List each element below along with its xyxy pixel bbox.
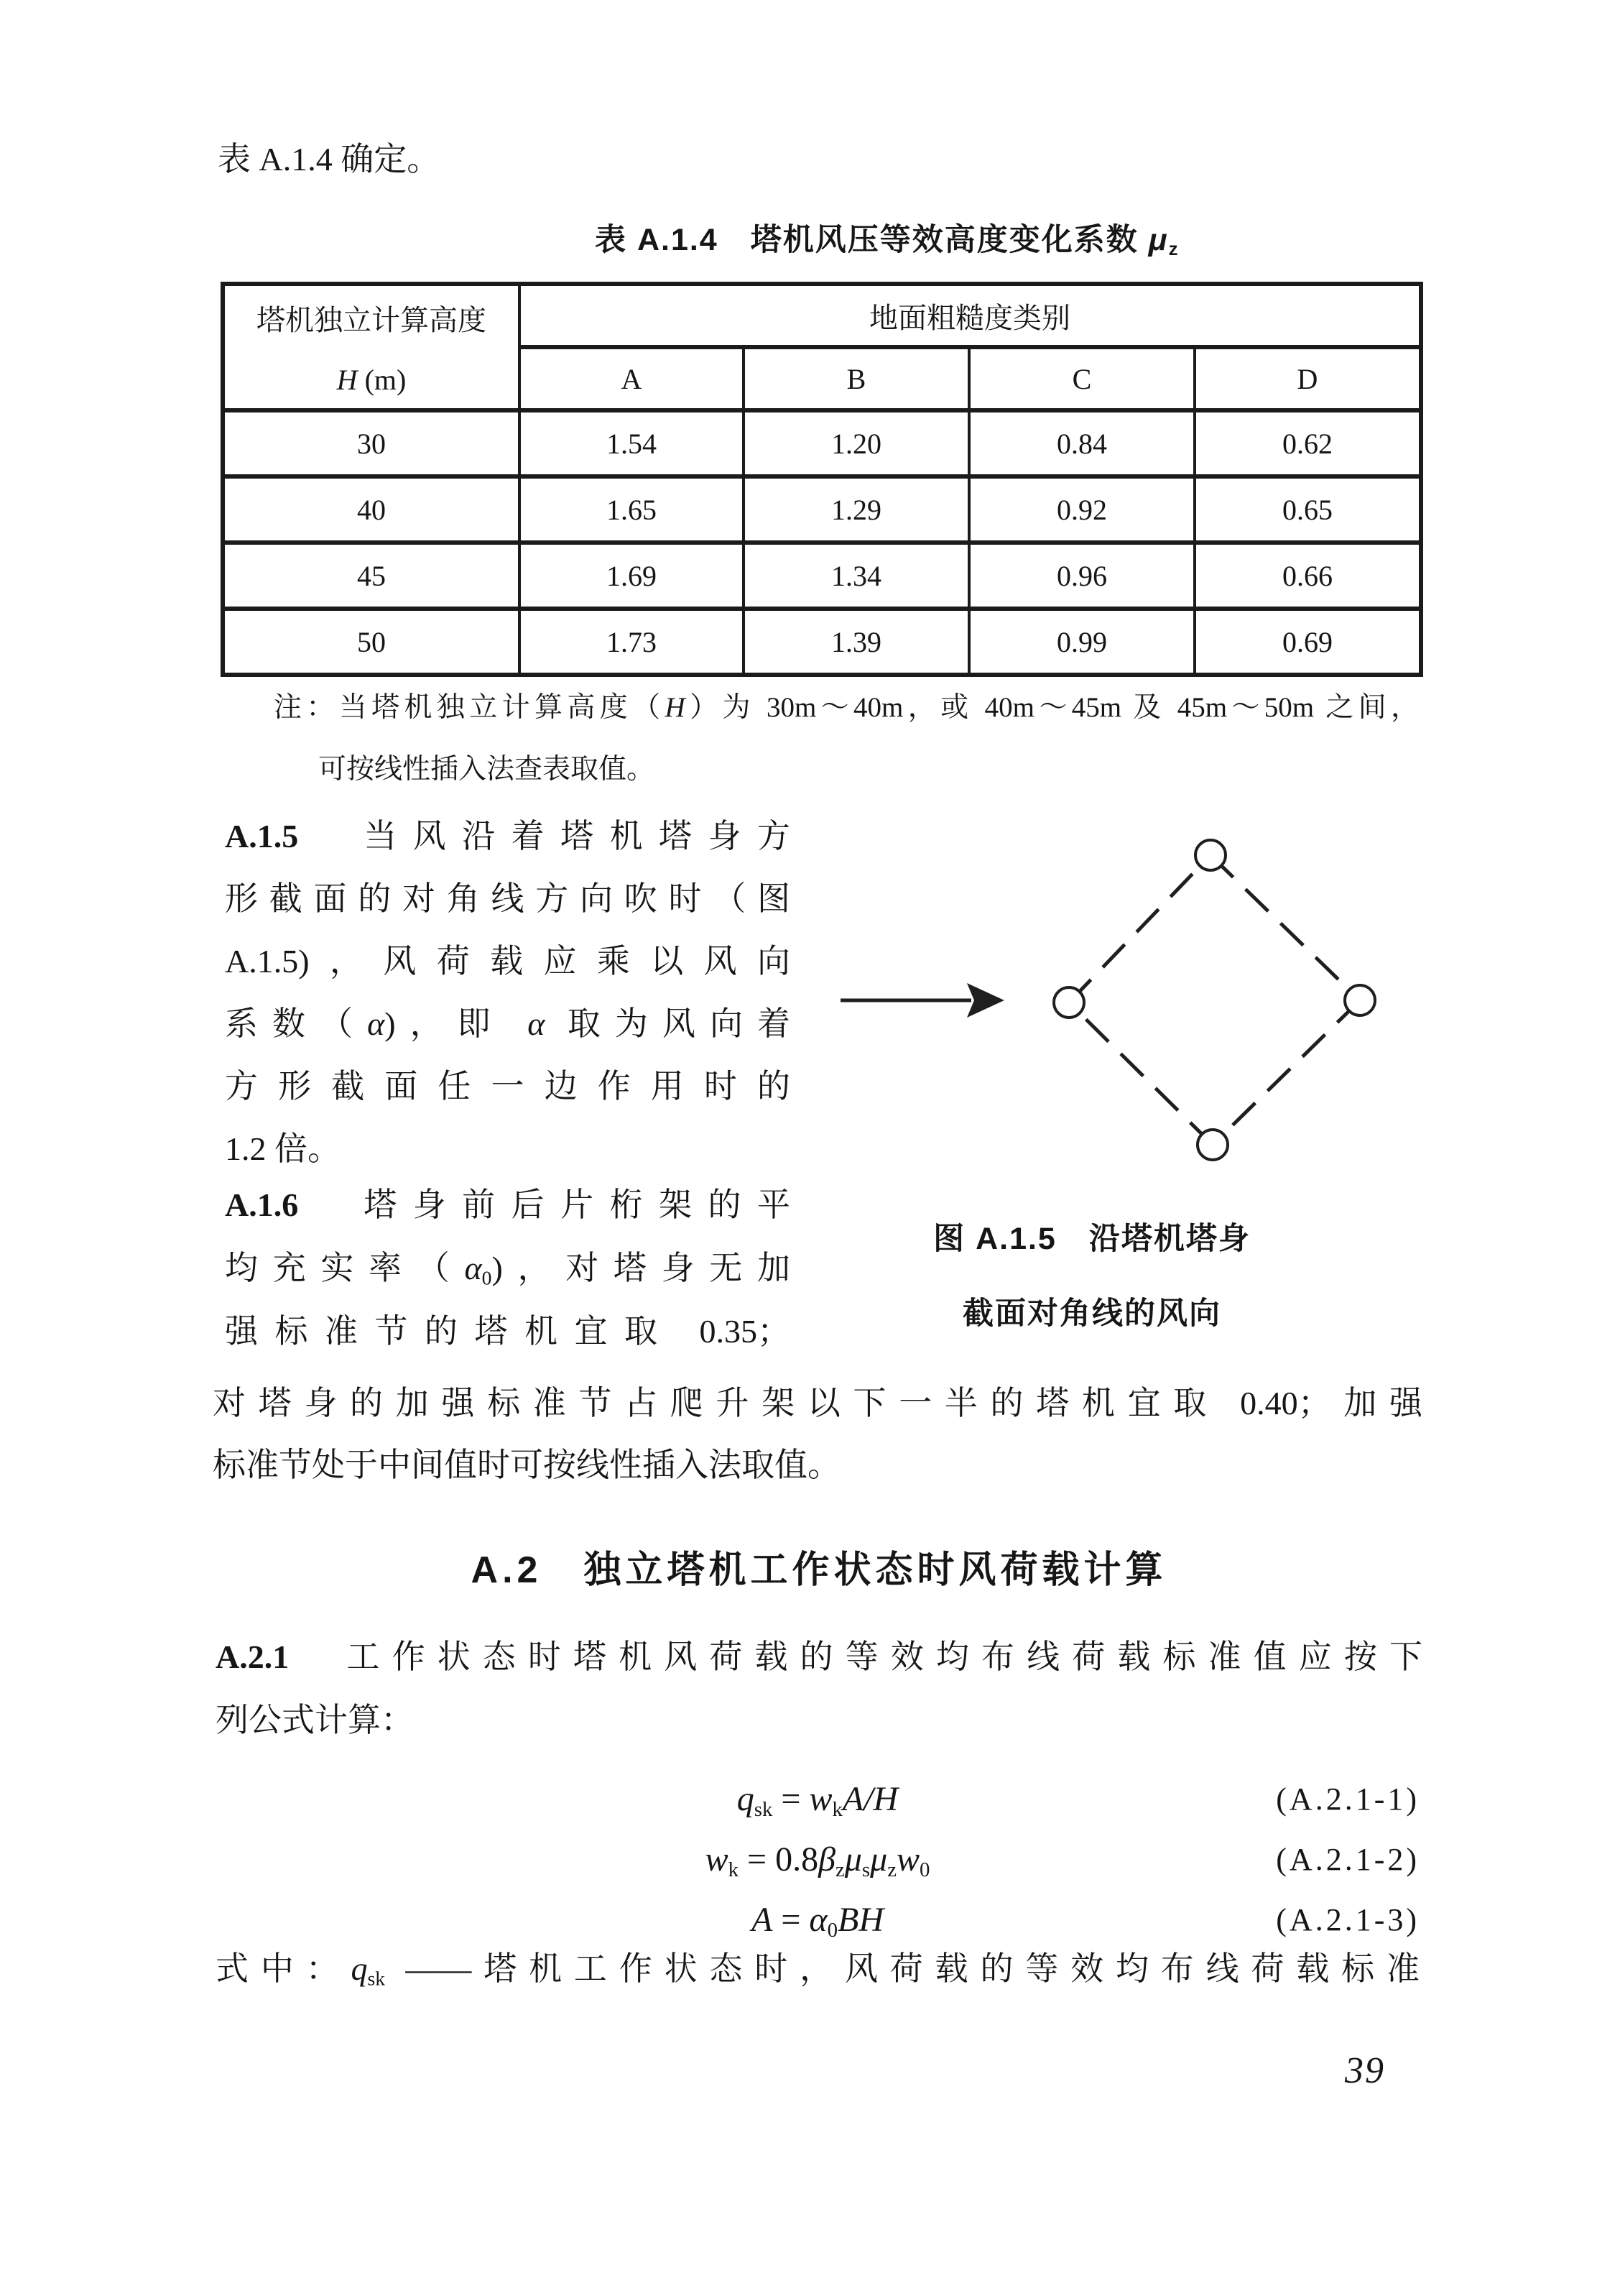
where-text: ——塔机工作状态时，风荷载的等效均布线荷载标准 xyxy=(385,1950,1420,1987)
operator: = xyxy=(772,1901,810,1939)
a2-number: A.2 xyxy=(471,1549,542,1591)
table-header-cat-c: C xyxy=(969,347,1195,410)
var: w xyxy=(705,1840,728,1878)
a15-text: 系数（ xyxy=(225,1005,368,1042)
table-header-height-cell xyxy=(223,284,519,410)
a15-line xyxy=(225,992,790,1055)
a15-line: 方形截面任一边作用时的 xyxy=(225,1068,790,1105)
table-header-height-label: 塔机独立计算高度 xyxy=(256,304,486,336)
a15-number: A.1.5 xyxy=(225,818,299,854)
var: α xyxy=(809,1901,828,1939)
table-row xyxy=(223,476,1421,543)
var-sub: z xyxy=(835,1858,845,1882)
cell-value: 1.65 xyxy=(519,476,744,543)
note-text-pre: 注：当塔机独立计算高度（ xyxy=(274,692,665,723)
diamond-edge xyxy=(1213,1000,1360,1145)
a21-number: A.2.1 xyxy=(216,1638,290,1675)
cell-value: 0.69 xyxy=(1195,609,1421,675)
a21-line xyxy=(216,1626,1422,1689)
table-header-roughness-group: 地面粗糙度类别 xyxy=(519,284,1421,347)
row-height-value: 40 xyxy=(223,476,519,543)
var: A xyxy=(751,1901,773,1939)
table-row xyxy=(223,410,1421,476)
alpha-symbol: α xyxy=(527,1005,545,1042)
table-caption xyxy=(595,216,1180,259)
cell-value: 1.34 xyxy=(744,543,969,609)
table-row xyxy=(223,609,1421,675)
note-text-post: ）为 30m～40m，或 40m～45m 及 45m～50m 之间， xyxy=(685,692,1419,723)
table-a14 xyxy=(221,282,1423,677)
corner-chord-circle-bottom xyxy=(1198,1130,1228,1160)
table-header-height-unit xyxy=(225,363,518,397)
formula-a212-expression xyxy=(216,1830,1420,1890)
a15-line: 形截面的对角线方向吹时（图 xyxy=(225,880,790,917)
var: μ xyxy=(870,1840,888,1878)
wind-arrow-head xyxy=(967,983,1004,1018)
cell-value: 1.39 xyxy=(744,609,969,675)
a2-title: 独立塔机工作状态时风荷载计算 xyxy=(542,1549,1167,1591)
var: A/H xyxy=(842,1780,899,1818)
var-sub: k xyxy=(728,1858,739,1882)
var: q xyxy=(351,1950,368,1987)
a16-number: A.1.6 xyxy=(225,1186,299,1223)
diamond-edge xyxy=(1069,1002,1213,1145)
a16-full-line: 对塔身的加强标准节占爬升架以下一半的塔机宜取 0.40；加强 xyxy=(213,1385,1422,1421)
var-sub: 0 xyxy=(827,1919,838,1942)
section-a16-continued xyxy=(213,1373,1422,1496)
formula-a211-expression xyxy=(216,1769,1420,1830)
formula-a213 xyxy=(216,1890,1420,1950)
row-height-value: 45 xyxy=(223,543,519,609)
figure-caption-text: 沿塔机塔身 xyxy=(1056,1222,1251,1256)
cell-value: 1.54 xyxy=(519,410,744,476)
formula-a213-number: (A.2.1-3) xyxy=(1276,1902,1420,1937)
table-caption-text: 表 A.1.4 塔机风压等效高度变化系数 xyxy=(595,223,1149,257)
formula-a212 xyxy=(216,1830,1420,1890)
var: μ xyxy=(844,1840,862,1878)
a15-text: 取为风向着 xyxy=(545,1005,791,1042)
table-caption-mu-symbol: μ xyxy=(1148,223,1169,257)
corner-chord-circle-right xyxy=(1345,985,1375,1015)
corner-chord-circle-left xyxy=(1054,987,1084,1018)
row-height-value: 30 xyxy=(223,410,519,476)
cell-value: 0.92 xyxy=(969,476,1195,543)
figure-caption-line-2: 截面对角线的风向 xyxy=(963,1296,1221,1331)
table-note-line-2: 可按线性插入法查表取值。 xyxy=(318,754,655,785)
cell-value: 1.29 xyxy=(744,476,969,543)
table-header-cat-a: A xyxy=(519,347,744,410)
alpha-symbol: α xyxy=(367,1005,385,1042)
var-sub: 0 xyxy=(920,1858,930,1882)
table-header-cat-d: D xyxy=(1195,347,1421,410)
a21-text: 工作状态时塔机风荷载的等效均布线荷载标准值应按下 xyxy=(289,1638,1422,1675)
a16-text: )，对塔身无加 xyxy=(491,1250,790,1286)
operator: = 0.8 xyxy=(739,1840,819,1878)
section-a2-heading xyxy=(216,1539,1422,1593)
intro-text: 表 A.1.4 确定。 xyxy=(218,141,440,177)
formula-a211-number: (A.2.1-1) xyxy=(1276,1781,1420,1817)
a16-text: 塔身前后片桁架的平 xyxy=(364,1186,790,1223)
section-a16 xyxy=(225,1174,790,1363)
figure-caption xyxy=(855,1202,1329,1351)
a21-line: 列公式计算： xyxy=(216,1702,414,1738)
formula-a213-expression xyxy=(216,1890,1420,1950)
diamond-edge xyxy=(1211,855,1360,1000)
figure-number: 图 A.1.5 xyxy=(933,1222,1057,1256)
var: BH xyxy=(838,1901,884,1939)
var-sub: z xyxy=(887,1858,897,1882)
section-a21 xyxy=(216,1626,1422,1752)
formula-a212-number: (A.2.1-2) xyxy=(1276,1842,1420,1877)
var-sub: s xyxy=(861,1858,871,1882)
alpha-subscript: 0 xyxy=(481,1266,492,1289)
row-height-value: 50 xyxy=(223,609,519,675)
a16-line xyxy=(225,1174,790,1237)
cell-value: 1.73 xyxy=(519,609,744,675)
a16-line: 强标准节的塔机宜取 0.35； xyxy=(225,1313,790,1350)
h-symbol: H xyxy=(665,692,685,723)
where-clause xyxy=(216,1949,1420,1988)
corner-chord-circle-top xyxy=(1195,840,1226,870)
cell-value: 0.99 xyxy=(969,609,1195,675)
table-note-line-1 xyxy=(274,691,1419,725)
table-row xyxy=(223,543,1421,609)
a16-text: 均充实率（ xyxy=(225,1250,465,1286)
cell-value: 0.65 xyxy=(1195,476,1421,543)
a15-text: 当风沿着塔机塔身方 xyxy=(364,818,790,854)
var: β xyxy=(818,1840,835,1878)
formula-a211 xyxy=(216,1769,1420,1830)
alpha-symbol: α xyxy=(464,1250,482,1286)
operator: = xyxy=(772,1780,810,1818)
section-a15 xyxy=(225,805,790,1180)
a15-line xyxy=(225,805,790,867)
page-number: 39 xyxy=(1345,2050,1385,2091)
var-sub: sk xyxy=(754,1798,773,1822)
a16-full-line: 标准节处于中间值时可按线性插入法取值。 xyxy=(213,1447,841,1483)
table-caption-mu-subscript: z xyxy=(1168,239,1180,260)
h-symbol: H xyxy=(336,364,358,396)
a15-text: )，即 xyxy=(384,1005,528,1042)
var: w xyxy=(896,1840,920,1878)
cell-value: 0.84 xyxy=(969,410,1195,476)
var: w xyxy=(809,1780,833,1818)
a15-line: 1.2 倍。 xyxy=(225,1130,341,1167)
cell-value: 1.20 xyxy=(744,410,969,476)
where-label: 式中： xyxy=(216,1950,351,1987)
a16-line xyxy=(225,1237,790,1300)
var: q xyxy=(736,1780,754,1818)
cell-value: 0.62 xyxy=(1195,410,1421,476)
table-header-row-1 xyxy=(223,284,1421,347)
a15-line: A.1.5)，风荷载应乘以风向 xyxy=(225,943,790,979)
var-sub: k xyxy=(832,1798,843,1822)
h-unit: (m) xyxy=(357,364,407,396)
figure-caption-line-1 xyxy=(855,1202,1329,1276)
diamond-edge xyxy=(1069,855,1211,1002)
cell-value: 0.96 xyxy=(969,543,1195,609)
var-sub: sk xyxy=(367,1967,386,1990)
cell-value: 1.69 xyxy=(519,543,744,609)
table-header-cat-b: B xyxy=(744,347,969,410)
figure-a15-diagram xyxy=(819,805,1437,1197)
cell-value: 0.66 xyxy=(1195,543,1421,609)
